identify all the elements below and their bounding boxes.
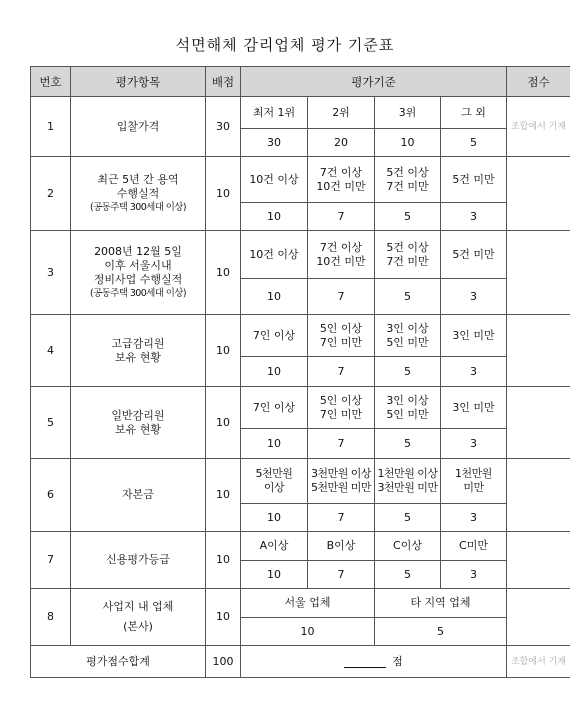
- header-criteria: 평가기준: [241, 67, 507, 97]
- criterion-points: 7: [308, 203, 375, 231]
- row-number: 7: [31, 532, 71, 589]
- criterion-points: 7: [308, 279, 375, 315]
- table-row: [31, 387, 570, 429]
- table-row: [31, 589, 570, 618]
- criterion: A이상: [241, 532, 308, 561]
- criterion: 2위: [308, 97, 375, 129]
- max-score: 10: [206, 459, 241, 532]
- criterion-points: 3: [441, 561, 507, 589]
- criterion: 7인 이상: [241, 387, 308, 429]
- criterion-points: 3: [441, 279, 507, 315]
- total-label: 평가점수합계: [31, 646, 206, 678]
- max-score: 10: [206, 231, 241, 315]
- max-score: 10: [206, 387, 241, 459]
- item-label: 입찰가격: [71, 97, 206, 157]
- criterion-points: 10: [241, 504, 308, 532]
- row-number: 8: [31, 589, 71, 646]
- item-label: 2008년 12월 5일 이후 서울시내 정비사업 수행실적 (공동주택 300세대 이상): [71, 231, 206, 315]
- criterion: 7건 이상 10건 미만: [308, 231, 375, 279]
- item-label: 신용평가등급: [71, 532, 206, 589]
- criterion-points: 5: [375, 357, 441, 387]
- score-cell[interactable]: [507, 532, 570, 589]
- criterion: 10건 이상: [241, 157, 308, 203]
- score-cell[interactable]: [507, 315, 570, 387]
- criterion: 5건 미만: [441, 231, 507, 279]
- total-blank[interactable]: [344, 655, 386, 668]
- criterion-points: 10: [241, 203, 308, 231]
- max-score: 10: [206, 532, 241, 589]
- table-row: [31, 231, 570, 279]
- score-cell[interactable]: [507, 589, 570, 646]
- row-number: 2: [31, 157, 71, 231]
- criterion-points: 7: [308, 357, 375, 387]
- header-points: 점수: [507, 67, 570, 97]
- table-row: [31, 157, 570, 203]
- criterion: 3위: [375, 97, 441, 129]
- criterion: B이상: [308, 532, 375, 561]
- max-score: 10: [206, 589, 241, 646]
- criterion-points: 5: [375, 429, 441, 459]
- criterion-points: 10: [241, 561, 308, 589]
- criterion-points: 5: [441, 129, 507, 157]
- criterion-points: 5: [375, 561, 441, 589]
- criterion: 7인 이상: [241, 315, 308, 357]
- score-note: 조합에서 기재: [507, 97, 570, 157]
- total-row: [31, 646, 570, 678]
- criterion-points: 20: [308, 129, 375, 157]
- row-number: 5: [31, 387, 71, 459]
- criterion-points: 10: [241, 357, 308, 387]
- total-note: 조합에서 기재: [507, 646, 570, 678]
- criterion-points: 7: [308, 561, 375, 589]
- score-cell[interactable]: [507, 157, 570, 231]
- criterion: 1천만원 미만: [441, 459, 507, 504]
- item-label: 자본금: [71, 459, 206, 532]
- item-label: 사업지 내 업체 (본사): [71, 589, 206, 646]
- score-cell[interactable]: [507, 231, 570, 315]
- criterion-points: 5: [375, 203, 441, 231]
- max-score: 10: [206, 157, 241, 231]
- total-unit: 점: [392, 654, 403, 668]
- max-score: 10: [206, 315, 241, 387]
- criterion-points: 5: [375, 279, 441, 315]
- table-row: [31, 315, 570, 357]
- criterion: 타 지역 업체: [375, 589, 507, 618]
- table-row: [31, 459, 570, 504]
- header-no: 번호: [31, 67, 71, 97]
- criterion-points: 10: [241, 618, 375, 646]
- criterion-points: 3: [441, 357, 507, 387]
- item-label: 최근 5년 간 용역 수행실적 (공동주택 300세대 이상): [71, 157, 206, 231]
- criterion: 5천만원 이상: [241, 459, 308, 504]
- criterion: 5인 이상 7인 미만: [308, 315, 375, 357]
- criterion: 3인 미만: [441, 315, 507, 357]
- header-item: 평가항목: [71, 67, 206, 97]
- score-cell[interactable]: [507, 387, 570, 459]
- page-title: 석면해체 감리업체 평가 기준표: [175, 36, 395, 54]
- criterion-points: 10: [241, 429, 308, 459]
- row-number: 4: [31, 315, 71, 387]
- row-number: 3: [31, 231, 71, 315]
- criterion-points: 3: [441, 203, 507, 231]
- criterion: 5건 이상 7건 미만: [375, 231, 441, 279]
- table-row: [31, 532, 570, 561]
- criterion: 최저 1위: [241, 97, 308, 129]
- criterion-points: 7: [308, 504, 375, 532]
- criterion: 10건 이상: [241, 231, 308, 279]
- criterion-points: 3: [441, 429, 507, 459]
- criterion-points: 7: [308, 429, 375, 459]
- criterion: 7건 이상 10건 미만: [308, 157, 375, 203]
- table-row: [31, 97, 570, 129]
- criterion-points: 10: [241, 279, 308, 315]
- score-cell[interactable]: [507, 459, 570, 532]
- criterion-points: 3: [441, 504, 507, 532]
- criterion: 3인 미만: [441, 387, 507, 429]
- row-number: 6: [31, 459, 71, 532]
- criterion: 5인 이상 7인 미만: [308, 387, 375, 429]
- criterion: 5건 미만: [441, 157, 507, 203]
- criterion: C미만: [441, 532, 507, 561]
- header-row: [31, 67, 570, 97]
- total-points-field[interactable]: [241, 646, 507, 678]
- total-score: 100: [206, 646, 241, 678]
- criterion: 1천만원 이상 3천만원 미만: [375, 459, 441, 504]
- max-score: 30: [206, 97, 241, 157]
- criterion-points: 30: [241, 129, 308, 157]
- criterion: 3천만원 이상 5천만원 미만: [308, 459, 375, 504]
- criterion-points: 10: [375, 129, 441, 157]
- row-number: 1: [31, 97, 71, 157]
- criterion-points: 5: [375, 504, 441, 532]
- criterion: C이상: [375, 532, 441, 561]
- criterion: 3인 이상 5인 미만: [375, 315, 441, 357]
- criterion: 서울 업체: [241, 589, 375, 618]
- item-label: 고급감리원 보유 현황: [71, 315, 206, 387]
- criterion: 그 외: [441, 97, 507, 129]
- criterion: 5건 이상 7건 미만: [375, 157, 441, 203]
- evaluation-table: [30, 66, 570, 678]
- criterion-points: 5: [375, 618, 507, 646]
- header-score: 배점: [206, 67, 241, 97]
- item-label: 일반감리원 보유 현황: [71, 387, 206, 459]
- criterion: 3인 이상 5인 미만: [375, 387, 441, 429]
